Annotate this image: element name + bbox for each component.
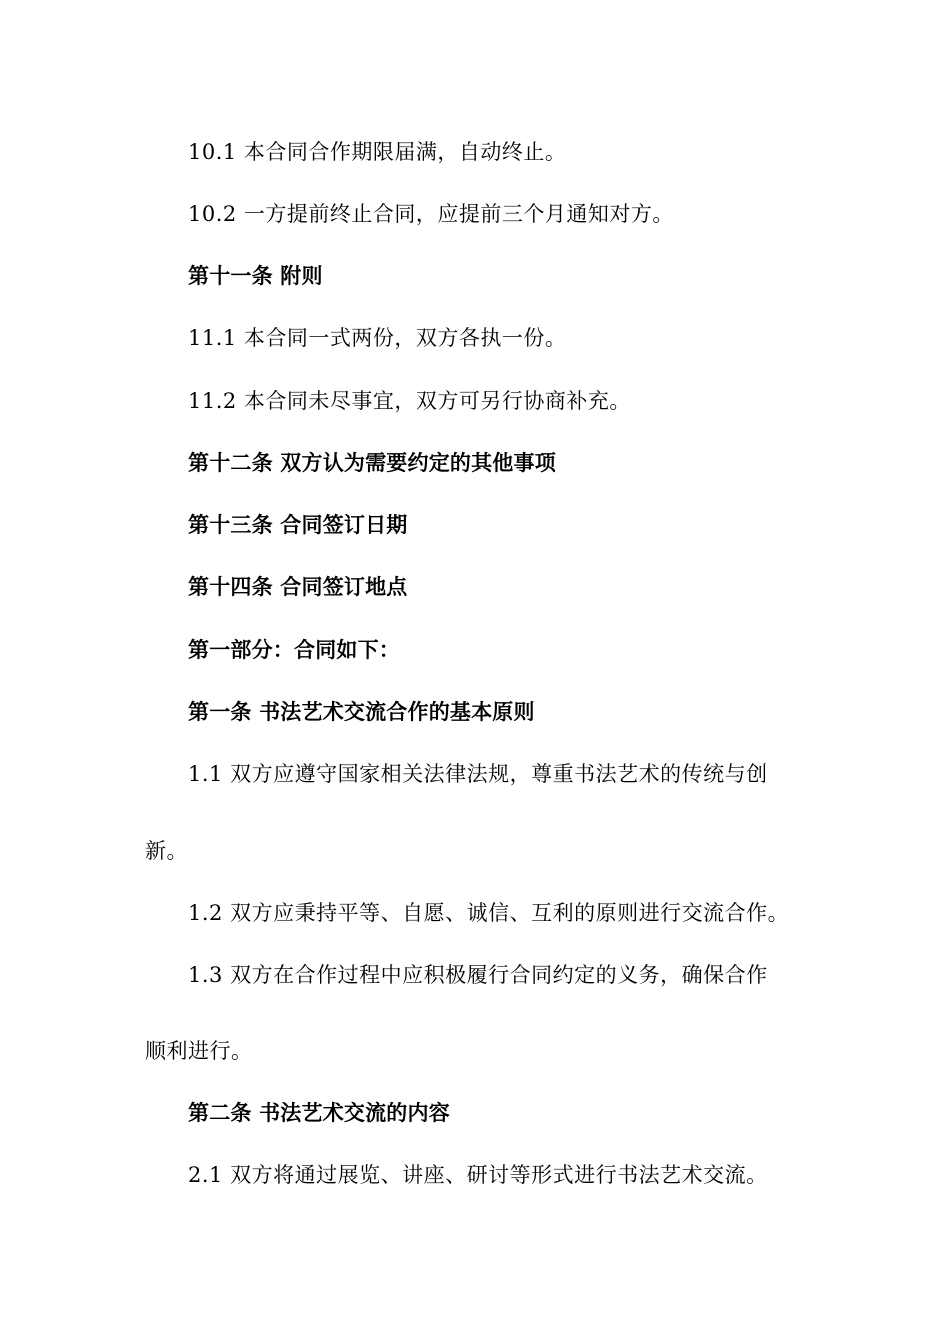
article-13-heading: 第十三条 合同签订日期 bbox=[188, 513, 408, 537]
article-11-heading: 第十一条 附则 bbox=[188, 264, 323, 288]
clause-10-1: 10.1 本合同合作期限届满，自动终止。 bbox=[188, 140, 567, 164]
clause-1-3: 1.3 双方在合作过程中应积极履行合同约定的义务，确保合作 bbox=[188, 963, 768, 987]
clause-1-1: 1.1 双方应遵守国家相关法律法规，尊重书法艺术的传统与创 bbox=[188, 762, 768, 786]
article-14-heading: 第十四条 合同签订地点 bbox=[188, 575, 408, 599]
clause-11-2: 11.2 本合同未尽事宜，双方可另行协商补充。 bbox=[188, 389, 631, 413]
clause-1-1-continuation: 新。 bbox=[145, 839, 188, 863]
clause-2-1: 2.1 双方将通过展览、讲座、研讨等形式进行书法艺术交流。 bbox=[188, 1163, 768, 1187]
clause-1-3-continuation: 顺利进行。 bbox=[145, 1039, 253, 1063]
clause-10-2: 10.2 一方提前终止合同，应提前三个月通知对方。 bbox=[188, 202, 674, 226]
clause-1-2: 1.2 双方应秉持平等、自愿、诚信、互利的原则进行交流合作。 bbox=[188, 901, 790, 925]
article-12-heading: 第十二条 双方认为需要约定的其他事项 bbox=[188, 451, 556, 475]
article-1-heading: 第一条 书法艺术交流合作的基本原则 bbox=[188, 700, 535, 724]
part-one-heading: 第一部分：合同如下： bbox=[188, 638, 400, 662]
clause-11-1: 11.1 本合同一式两份，双方各执一份。 bbox=[188, 326, 567, 350]
article-2-heading: 第二条 书法艺术交流的内容 bbox=[188, 1101, 450, 1125]
